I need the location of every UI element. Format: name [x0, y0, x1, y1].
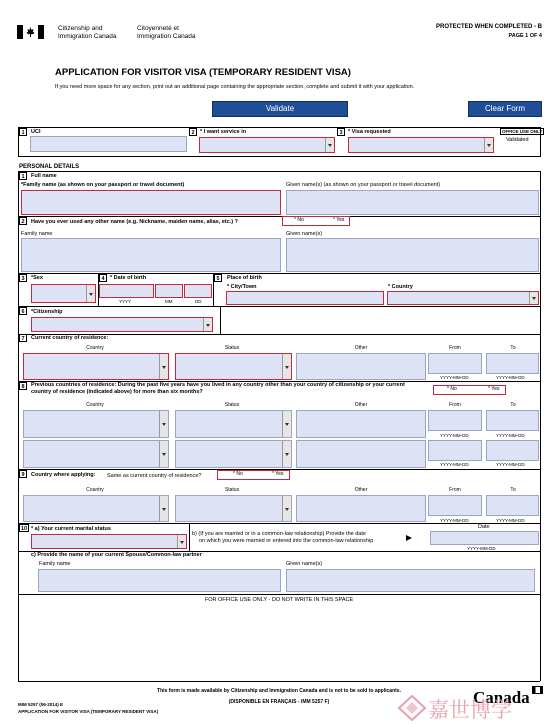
applying-from-input[interactable]	[428, 495, 482, 516]
current-residence-label: Current country of residence:	[31, 335, 109, 341]
yes-radio-label[interactable]: * Yes	[272, 471, 284, 477]
col-to: To	[510, 487, 516, 493]
flag-mini-icon	[532, 686, 543, 694]
chevron-down-icon	[282, 496, 291, 521]
col-from: From	[449, 345, 461, 351]
canada-wordmark: Canada	[473, 688, 530, 707]
clear-form-button[interactable]: Clear Form	[468, 101, 542, 117]
q-number: 9	[19, 470, 27, 478]
other-family-name-label: Family name	[21, 231, 53, 237]
dob-month-input[interactable]	[155, 284, 183, 298]
current-from-input[interactable]	[428, 353, 482, 374]
dd-hint: DD	[195, 299, 202, 304]
to-date-hint: YYYY-MM-DD	[496, 375, 525, 380]
office-use-heading: FOR OFFICE USE ONLY - DO NOT WRITE IN THIS SPACE	[204, 597, 354, 603]
prev-country-1-select[interactable]	[23, 410, 169, 438]
col-to: To	[510, 402, 516, 408]
prev-to-2-input[interactable]	[486, 440, 539, 461]
to-date-hint: YYYY-MM-DD	[496, 518, 525, 523]
chevron-down-icon	[529, 292, 538, 304]
chevron-down-icon	[282, 441, 291, 467]
footer-form-title: APPLICATION FOR VISITOR VISA (TEMPORARY RESIDENT VISA)	[18, 709, 159, 714]
spouse-given-name-label: Given name(s)	[286, 561, 323, 567]
form-subtitle: If you need more space for any section, print out an additional page containing the appropriate section, complete and submit it with your application.	[55, 84, 415, 90]
page-number: PAGE 1 OF 4	[508, 33, 542, 39]
other-name-radio-group[interactable]	[282, 216, 350, 226]
chevron-down-icon	[159, 354, 168, 379]
dob-day-input[interactable]	[184, 284, 212, 298]
current-other-input[interactable]	[296, 353, 426, 380]
marriage-date-instruction-1: b) (If you are married or in a common-law relationship) Provide the date	[192, 531, 366, 537]
watermark-logo-icon	[398, 695, 426, 721]
gov-name-en-2: Immigration Canada	[58, 33, 117, 40]
q-number: 7	[19, 334, 27, 342]
chevron-down-icon	[484, 138, 493, 152]
col-other: Other	[354, 345, 368, 351]
marriage-date-label: Date	[478, 524, 490, 530]
dob-year-input[interactable]	[99, 284, 154, 298]
visa-requested-select[interactable]	[348, 137, 494, 153]
family-name-input[interactable]	[21, 190, 281, 215]
q-number: 3	[337, 128, 345, 136]
q-number: 2	[189, 128, 197, 136]
no-radio-label[interactable]: * No	[294, 217, 304, 223]
spouse-family-name-input[interactable]	[38, 569, 281, 592]
marriage-date-input[interactable]	[430, 531, 539, 545]
personal-details-heading: PERSONAL DETAILS	[19, 164, 80, 170]
col-status: Status	[224, 345, 240, 351]
current-country-select[interactable]	[23, 353, 169, 380]
col-other: Other	[354, 487, 368, 493]
sex-label: *Sex	[31, 275, 43, 281]
q-number: 5	[214, 274, 222, 282]
q-number: 8	[19, 382, 27, 390]
col-country: Country	[86, 402, 104, 408]
gov-name-en-1: Citizenship and	[58, 25, 103, 32]
applying-status-select[interactable]	[175, 495, 292, 522]
chevron-down-icon	[325, 138, 334, 152]
prev-to-1-input[interactable]	[486, 410, 539, 431]
other-name-question: Have you ever used any other name (e.g. Nickname, maiden name, alias, etc.) ?	[31, 219, 238, 225]
country-label: * Country	[388, 284, 413, 290]
chevron-down-icon	[282, 411, 291, 437]
yyyy-hint: YYYY	[119, 299, 132, 304]
prev-from-2-input[interactable]	[428, 440, 482, 461]
applying-other-input[interactable]	[296, 495, 426, 522]
mm-hint: MM	[165, 299, 173, 304]
other-family-name-input[interactable]	[21, 238, 281, 272]
validate-button[interactable]: Validate	[212, 101, 348, 117]
col-from: From	[449, 487, 461, 493]
service-language-select[interactable]	[199, 137, 335, 153]
footer-notice: This form is made available by Citizenship and Immigration Canada and is not to be sold to applicants.	[157, 688, 401, 694]
chevron-down-icon	[177, 535, 186, 548]
yes-radio-label[interactable]: * Yes	[333, 217, 345, 223]
spouse-given-name-input[interactable]	[286, 569, 535, 592]
q-number: 6	[19, 307, 27, 315]
birth-country-select[interactable]	[387, 291, 539, 305]
office-use-only-label: OFFICE USE ONLY	[502, 129, 543, 134]
from-date-hint: YYYY-MM-DD	[440, 375, 469, 380]
city-input[interactable]	[226, 291, 384, 305]
form-number: IMM 5257 (06-2014) E	[18, 702, 64, 707]
french-availability: (DISPONIBLE EN FRANÇAIS - IMM 5257 F)	[228, 699, 330, 705]
prev-other-1-input[interactable]	[296, 410, 426, 438]
col-country: Country	[86, 345, 104, 351]
marital-status-select[interactable]	[31, 534, 187, 549]
service-label: * I want service in	[200, 129, 247, 135]
q-number: 4	[99, 274, 107, 282]
current-status-select[interactable]	[175, 353, 292, 380]
form-title: APPLICATION FOR VISITOR VISA (TEMPORARY RESIDENT VISA)	[55, 67, 351, 78]
citizenship-select[interactable]	[31, 317, 213, 332]
uci-label: UCI	[31, 129, 41, 135]
col-to: To	[510, 345, 516, 351]
no-radio-label[interactable]: * No	[447, 386, 457, 392]
citizenship-label: *Citizenship	[31, 309, 63, 315]
chevron-down-icon	[203, 318, 212, 331]
previous-residence-radio-group[interactable]	[433, 385, 506, 395]
dob-label: * Date of birth	[110, 275, 147, 281]
previous-residence-question: Previous countries of residence: During the past five years have you lived in any country other than your country of citizenship or your current country of residence (indicated above) for more than six months?	[31, 382, 405, 395]
chevron-down-icon	[282, 354, 291, 379]
col-status: Status	[224, 402, 240, 408]
to-date-hint: YYYY-MM-DD	[496, 462, 525, 467]
protected-label: PROTECTED WHEN COMPLETED - B	[436, 24, 542, 30]
watermark-text: 嘉世博学	[428, 699, 512, 722]
uci-input[interactable]	[30, 136, 187, 152]
marital-status-label: * a) Your current marital status	[31, 526, 111, 532]
from-date-hint: YYYY-MM-DD	[440, 518, 469, 523]
other-given-name-input[interactable]	[286, 238, 539, 272]
col-status: Status	[224, 487, 240, 493]
same-country-radio-group[interactable]	[217, 470, 290, 480]
chevron-down-icon	[159, 496, 168, 521]
city-label: * City/Town	[227, 284, 257, 290]
col-other: Other	[354, 402, 368, 408]
spouse-name-instruction: c) Provide the name of your current Spouse/Common-law partner	[31, 552, 202, 558]
sex-select[interactable]	[31, 284, 96, 303]
yes-radio-label[interactable]: * Yes	[488, 386, 500, 392]
country-applying-label: Country where applying:	[31, 472, 96, 478]
applying-to-input[interactable]	[486, 495, 539, 516]
marriage-date-instruction-2: on which you were married or entered into the common-law relationship	[199, 538, 374, 544]
prev-status-2-select[interactable]	[175, 440, 292, 468]
q-number: 1	[19, 172, 27, 180]
gov-name-fr-2: Immigration Canada	[137, 33, 196, 40]
pob-label: Place of birth	[227, 275, 262, 281]
marriage-date-hint: YYYY-MM-DD	[467, 546, 496, 551]
canada-flag-icon	[17, 25, 44, 39]
prev-other-2-input[interactable]	[296, 440, 426, 468]
visa-label: * Visa requested	[348, 129, 391, 135]
family-name-label: *Family name (as shown on your passport or travel document)	[21, 182, 185, 188]
chevron-down-icon	[159, 441, 168, 467]
given-name-label: Given name(s) (as shown on your passport or travel document)	[286, 182, 441, 188]
col-from: From	[449, 402, 461, 408]
arrow-right-icon	[406, 535, 412, 541]
full-name-label: Full name	[31, 173, 57, 179]
same-as-current-question: Same as current country of residence?	[107, 473, 202, 479]
chevron-down-icon	[86, 285, 95, 302]
prev-from-1-input[interactable]	[428, 410, 482, 431]
from-date-hint: YYYY-MM-DD	[440, 433, 469, 438]
validated-label: Validated	[506, 137, 529, 143]
spouse-family-name-label: Family name	[39, 561, 71, 567]
q-number: 10	[20, 526, 28, 532]
no-radio-label[interactable]: * No	[233, 471, 243, 477]
current-to-input[interactable]	[486, 353, 539, 374]
q-number: 3	[19, 274, 27, 282]
applying-country-select[interactable]	[23, 495, 169, 522]
other-given-name-label: Given name(s)	[286, 231, 323, 237]
from-date-hint: YYYY-MM-DD	[440, 462, 469, 467]
chevron-down-icon	[159, 411, 168, 437]
prev-status-1-select[interactable]	[175, 410, 292, 438]
gov-name-fr-1: Citoyenneté et	[137, 25, 179, 32]
prev-country-2-select[interactable]	[23, 440, 169, 468]
to-date-hint: YYYY-MM-DD	[496, 433, 525, 438]
q-number: 2	[19, 217, 27, 225]
col-country: Country	[86, 487, 104, 493]
given-name-input[interactable]	[286, 190, 539, 215]
q-number: 1	[19, 128, 27, 136]
